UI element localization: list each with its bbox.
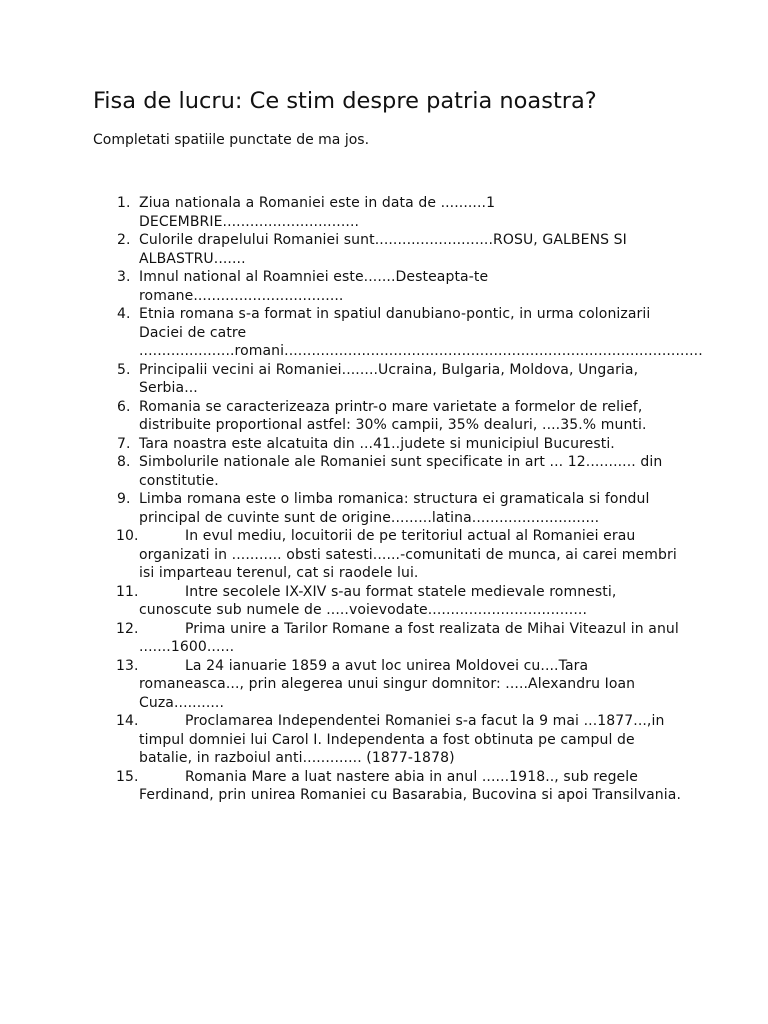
question-text: Proclamarea Independentei Romaniei s-a facut la 9 mai ...1877...,in timpul domniei lui Carol I. Independenta a fost obtinuta pe campul de batalie, in razboiul anti............. (1877-1878) bbox=[139, 713, 665, 766]
question-item bbox=[117, 361, 684, 398]
question-item bbox=[116, 712, 684, 768]
question-item bbox=[116, 620, 684, 657]
question-text: Imnul national al Roamniei este.......Desteapta-te romane................................. bbox=[139, 269, 489, 304]
question-number: 13. bbox=[116, 657, 139, 674]
question-item bbox=[117, 398, 684, 435]
question-number: 6. bbox=[117, 398, 131, 415]
question-number: 8. bbox=[117, 454, 131, 470]
worksheet-instructions: Completati spatiile punctate de ma jos. bbox=[93, 132, 370, 148]
question-number: 15. bbox=[116, 768, 139, 785]
question-text: Etnia romana s-a format in spatiul danubiano-pontic, in urma colonizarii Daciei de catre .....................romani............................................................................................ bbox=[139, 306, 703, 359]
question-text: Romania se caracterizeaza printr-o mare varietate a formelor de relief, distribuite proportional astfel: 30% campii, 35% dealuri, ....35.% munti. bbox=[139, 398, 647, 433]
question-text: La 24 ianuarie 1859 a avut loc unirea Moldovei cu....Tara romaneasca..., prin alegerea unui singur domnitor: .....Alexandru Ioan Cuza........... bbox=[139, 657, 636, 711]
question-text: Limba romana este o limba romanica: structura ei gramaticala si fondul principal de cuvinte sunt de origine.........latina............................ bbox=[139, 491, 650, 526]
question-number: 12. bbox=[116, 620, 139, 637]
question-text: Prima unire a Tarilor Romane a fost realizata de Mihai Viteazul in anul .......1600...... bbox=[139, 620, 679, 655]
question-text: Simbolurile nationale ale Romaniei sunt specificate in art ... 12........... din constitutie. bbox=[139, 454, 663, 489]
question-number: 7. bbox=[117, 435, 131, 452]
question-item bbox=[117, 305, 703, 361]
question-item bbox=[117, 231, 684, 268]
question-item bbox=[116, 583, 684, 620]
question-item bbox=[117, 268, 684, 305]
question-item bbox=[116, 768, 684, 805]
question-item bbox=[117, 435, 684, 454]
question-number: 9. bbox=[117, 491, 131, 507]
question-item bbox=[117, 490, 684, 527]
question-number: 3. bbox=[117, 269, 131, 285]
question-item bbox=[116, 657, 684, 713]
question-text: Romania Mare a luat nastere abia in anul ......1918.., sub regele Ferdinand, prin unirea Romaniei cu Basarabia, Bucovina si apoi Transilvania. bbox=[139, 768, 681, 803]
question-number: 2. bbox=[117, 232, 131, 248]
question-number: 10. bbox=[116, 528, 139, 544]
question-number: 11. bbox=[116, 583, 139, 600]
question-item bbox=[116, 527, 684, 583]
question-number: 4. bbox=[117, 306, 131, 322]
question-text: Ziua nationala a Romaniei este in data de ..........1 DECEMBRIE.............................. bbox=[139, 195, 496, 230]
worksheet-title: Fisa de lucru: Ce stim despre patria noastra? bbox=[93, 88, 597, 114]
question-text: Tara noastra este alcatuita din ...41..judete si municipiul Bucuresti. bbox=[139, 435, 615, 452]
question-number: 1. bbox=[117, 195, 131, 211]
question-text: In evul mediu, locuitorii de pe teritoriul actual al Romaniei erau organizati in ........... obsti satesti......-comunitati de munca, ai carei membri isi imparteau terenul, cat si raodele lui. bbox=[139, 528, 677, 581]
question-text: Principalii vecini ai Romaniei........Ucraina, Bulgaria, Moldova, Ungaria, Serbia... bbox=[139, 361, 639, 396]
question-number: 5. bbox=[117, 361, 131, 378]
question-text: Culorile drapelului Romaniei sunt..........................ROSU, GALBENS SI ALBASTRU....... bbox=[139, 232, 627, 267]
question-item bbox=[117, 453, 684, 490]
question-number: 14. bbox=[116, 713, 139, 729]
question-item bbox=[117, 194, 684, 231]
question-list bbox=[116, 194, 703, 805]
question-text: Intre secolele IX-XIV s-au format statele medievale romnesti, cunoscute sub numele de .....voievodate................................... bbox=[139, 583, 617, 618]
